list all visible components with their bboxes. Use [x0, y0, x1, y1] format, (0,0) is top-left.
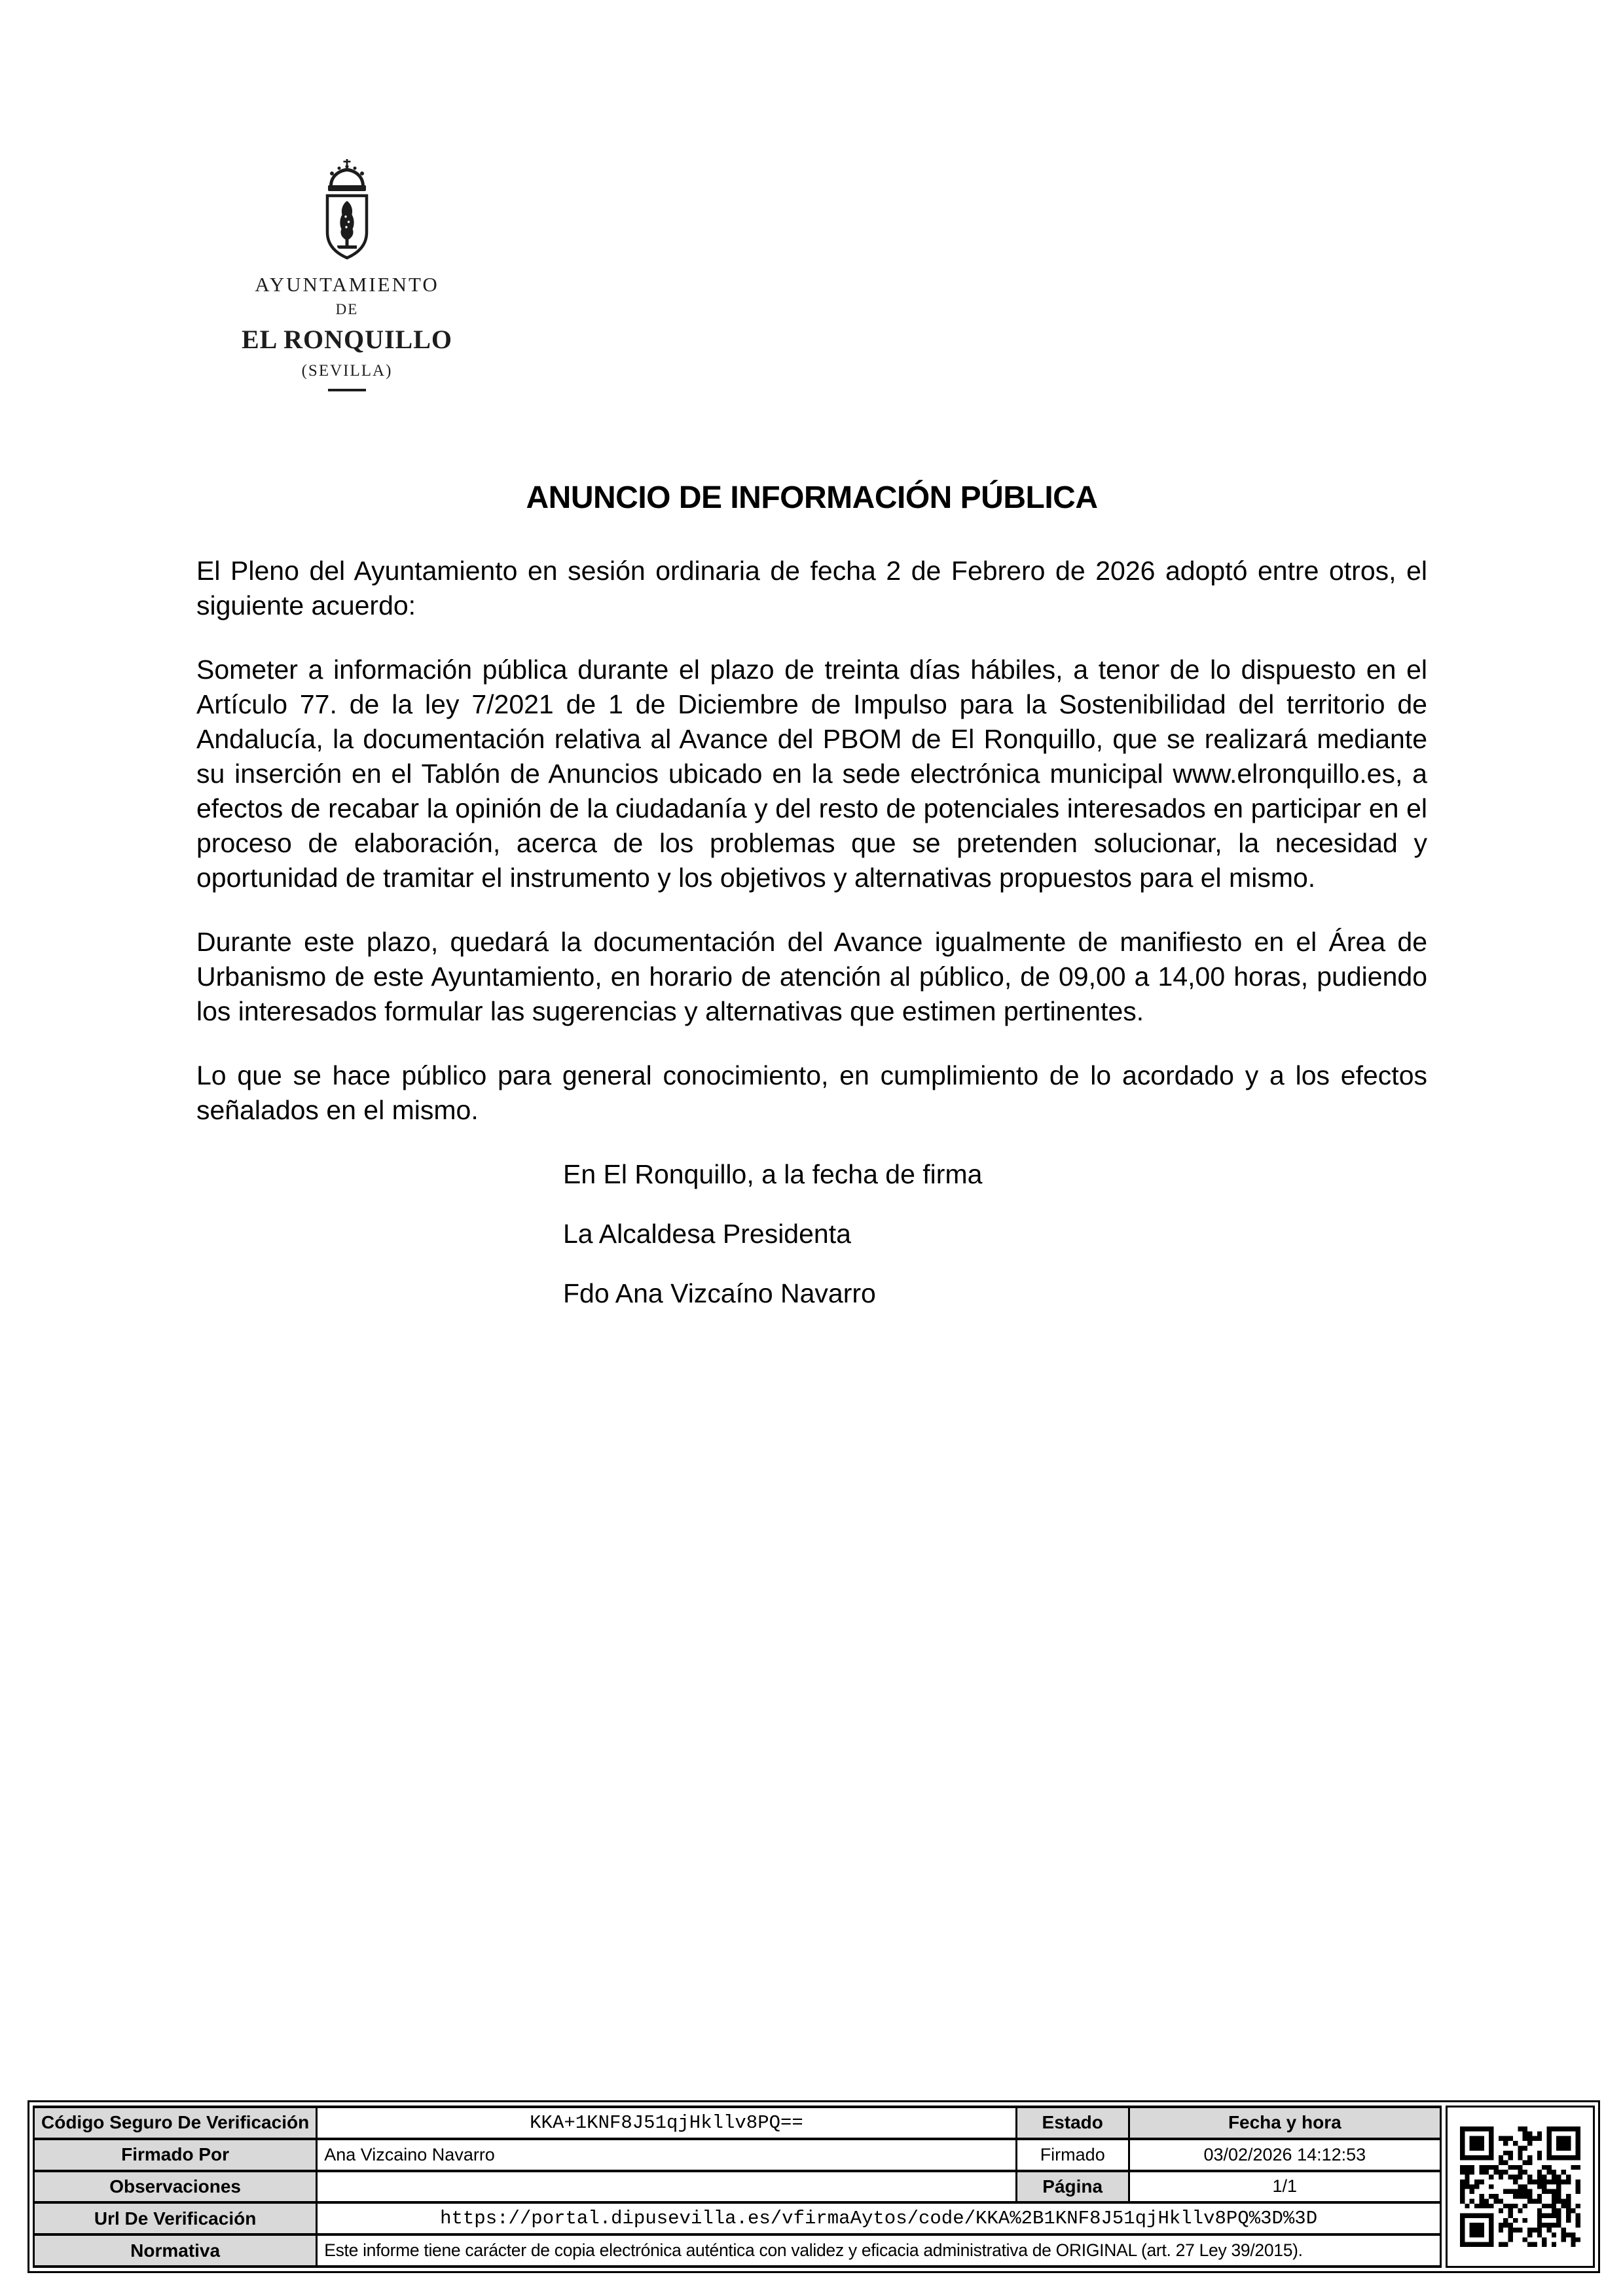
logo-line-ayuntamiento: AYUNTAMIENTO — [255, 273, 439, 296]
observaciones-value — [317, 2171, 1017, 2203]
signature-verification-footer — [27, 2100, 1600, 2273]
pagina-value: 1/1 — [1129, 2171, 1440, 2203]
url-label: Url De Verificación — [34, 2202, 317, 2234]
fecha-hora-value: 03/02/2026 14:12:53 — [1129, 2139, 1440, 2171]
table-row — [34, 2234, 1441, 2267]
paragraph-acuerdo: Someter a información pública durante el plazo de treinta días hábiles, a tenor de lo dispuesto en el Artículo 77. de la ley 7/2021 de 1 de Diciembre de Impulso para la Sostenibilidad del territorio de Andalucía, la documentación relativa al Avance del PBOM de El Ronquillo, que se realizará mediante su inserción en el Tablón de Anuncios ubicado en la sede electrónica municipal www.elronquillo.es, a efectos de recabar la opinión de la ciudadanía y del resto de potenciales interesados en participar en el proceso de elaboración, acerca de los problemas que se pretenden solucionar, la necesidad y oportunidad de tramitar el instrumento y los objetivos y alternativas propuestos para el mismo. — [196, 655, 1427, 893]
announcement-body — [196, 480, 1427, 1336]
normativa-value: Este informe tiene carácter de copia electrónica auténtica con validez y eficacia administrativa de ORIGINAL (art. 27 Ley 39/2015). — [317, 2234, 1441, 2267]
table-row — [34, 2139, 1441, 2171]
normativa-label: Normativa — [34, 2234, 317, 2267]
csv-value: KKA+1KNF8J51qjHkllv8PQ== — [317, 2107, 1017, 2139]
paragraph-intro: El Pleno del Ayuntamiento en sesión ordinaria de fecha 2 de Febrero de 2026 adoptó entre otros, el siguiente acuerdo: — [196, 556, 1427, 620]
csv-label: Código Seguro De Verificación — [34, 2107, 317, 2139]
url-value: https://portal.dipusevilla.es/vfirmaAytos/code/KKA%2B1KNF8J51qjHkllv8PQ%3D%3D — [317, 2202, 1441, 2234]
signature-name: Fdo Ana Vizcaíno Navarro — [563, 1278, 876, 1308]
logo-line-de: DE — [335, 301, 359, 317]
table-row — [34, 2171, 1441, 2203]
logo-underline — [328, 389, 366, 391]
signature-role: La Alcaldesa Presidenta — [563, 1219, 851, 1249]
fecha-hora-label: Fecha y hora — [1129, 2107, 1440, 2139]
verification-table — [33, 2106, 1442, 2268]
crown-icon — [328, 159, 366, 191]
estado-label: Estado — [1016, 2107, 1129, 2139]
municipal-crest-header — [210, 159, 484, 391]
signature-block — [563, 1157, 1427, 1311]
crown-shield-tree-crest-icon — [210, 159, 484, 264]
qr-code-icon — [1446, 2106, 1595, 2268]
logo-line-el-ronquillo: EL RONQUILLO — [241, 325, 453, 354]
signature-place: En El Ronquillo, a la fecha de firma — [563, 1159, 983, 1189]
firmado-por-label: Firmado Por — [34, 2139, 317, 2171]
observaciones-label: Observaciones — [34, 2171, 317, 2203]
page-title: ANUNCIO DE INFORMACIÓN PÚBLICA — [526, 480, 1098, 515]
table-row — [34, 2202, 1441, 2234]
paragraph-cierre: Lo que se hace público para general conocimiento, en cumplimiento de lo acordado y a los efectos señalados en el mismo. — [196, 1060, 1427, 1125]
pagina-label: Página — [1016, 2171, 1129, 2203]
table-row — [34, 2107, 1441, 2139]
paragraph-plazo: Durante este plazo, quedará la documentación del Avance igualmente de manifiesto en el Área de Urbanismo de este Ayuntamiento, en horario de atención al público, de 09,00 a 14,00 horas, pudiendo los interesados formular las sugerencias y alternativas que estimen pertinentes. — [196, 927, 1427, 1026]
estado-value: Firmado — [1016, 2139, 1129, 2171]
logo-line-sevilla: (SEVILLA) — [301, 362, 393, 380]
firmado-por-value: Ana Vizcaino Navarro — [317, 2139, 1017, 2171]
